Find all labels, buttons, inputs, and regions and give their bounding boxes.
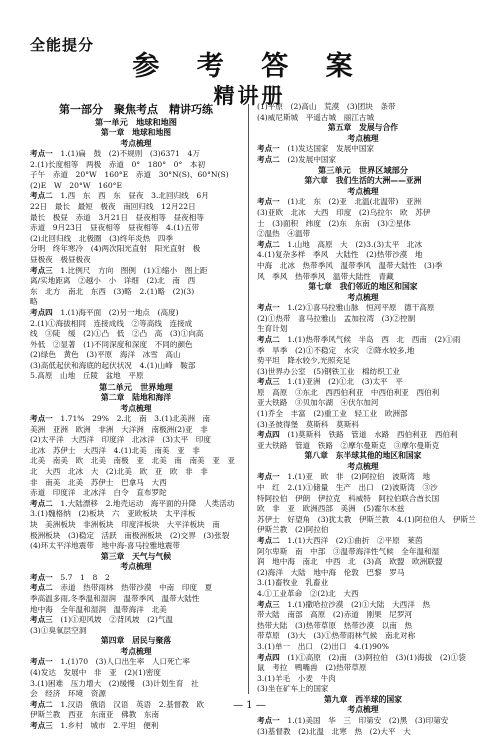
answer-text: 1.71% 29% 2.北 南 3.(1)北美洲 南	[60, 414, 210, 423]
answer-text: 1.(1)美国 华 三 印第安 (2)黑 (3)印第安	[287, 716, 448, 725]
answer-line	[257, 483, 469, 494]
answer-line	[30, 689, 242, 700]
answer-text: 1.乡村 城市 2.平坦 便利	[60, 721, 158, 730]
answer-text: 2.(1)长度相等 两极 赤道 0° 180° 0° 本初	[30, 160, 205, 169]
answer-text: 北美 南美 欧 北美 南极 亚 北美 南 南美 亚 亚	[30, 456, 235, 465]
answer-text: 生育计划	[257, 324, 287, 333]
answer-text: 5.高原 山地 丘陵 盆地 平原	[30, 371, 144, 380]
chapter-heading: 第四章 居民与聚落	[30, 636, 242, 647]
answer-line	[30, 478, 242, 489]
answer-line	[257, 229, 469, 240]
answer-text: 1.汉语 俄语 汉语 英语 2.基督教 欧	[60, 700, 204, 709]
answer-line	[257, 324, 469, 335]
answer-line	[257, 441, 469, 452]
answer-text: 极洲板块 (3)稳定 活跃 南极洲板块 (2)交界 (3)张裂	[30, 531, 229, 540]
answer-line	[30, 160, 242, 171]
answer-line	[257, 208, 469, 219]
answer-line	[257, 727, 469, 737]
answer-text: (2)太平洋 大西洋 印度洋 北冰洋 (3)太平 印度	[30, 435, 211, 444]
answer-line	[257, 102, 469, 113]
answer-text: 季 旱季 (2)①不稳定 水灾 ②降水较多,地	[257, 346, 414, 355]
answer-line	[257, 504, 469, 515]
answer-text: 带草原 (3)大 (3)①热带雨林气候 南北对称	[257, 631, 415, 640]
answer-line	[30, 710, 242, 721]
answer-text: 3.(1)困难 压力增大 (2)缓慢 (3)计划生育 社	[30, 679, 199, 688]
answer-text: 赤道 印度洋 北冰洋 白令 直布罗陀	[30, 488, 167, 497]
answer-line	[30, 531, 242, 542]
answer-text: 分明 终年寒冷 (4)两次阳光直射 阳光直射 极	[30, 244, 200, 253]
kaodian-label: 考点二	[30, 191, 53, 200]
answer-text: 略	[30, 297, 38, 306]
kaodian-label: 考点一	[30, 149, 53, 158]
answer-text: 3.(1)羊毛 小麦 牛肉	[257, 674, 336, 683]
unit-heading: 第二单元 世界地理	[30, 382, 242, 393]
left-column	[30, 102, 242, 692]
answer-line	[257, 525, 469, 536]
answer-text: 1.(1)大西洋 (2)①曲折 ②平原 莱茵	[287, 536, 422, 545]
answer-line	[30, 541, 242, 552]
answer-text: 1.(1)扁 鼓 (2)不规则 (3)6371 4万	[60, 149, 200, 158]
chapter-heading: 第二章 陆地和海洋	[30, 393, 242, 404]
kaodian-label: 考点四	[257, 430, 280, 439]
answer-text: 赤道 9月23日 昼夜相等 昼夜相等 4.(1)五带	[30, 223, 199, 232]
answer-text: (1)莫斯科 铁路 管道 水路 西伯利亚 西伯利	[287, 430, 457, 439]
chapter-heading: 第三章 天气与气候	[30, 552, 242, 563]
answer-text: 1.(1)亚 欧 非 (2)阿拉伯 波斯湾 地	[287, 472, 430, 481]
page-title: 参 考 答 案	[0, 44, 499, 83]
answer-line	[257, 642, 469, 653]
answer-line	[257, 335, 469, 346]
answer-line	[257, 578, 469, 589]
answer-line	[257, 219, 469, 230]
answer-line	[257, 610, 469, 621]
answer-line	[30, 149, 242, 160]
answer-line	[30, 679, 242, 690]
answer-text: 块 美洲板块 非洲板块 印度洋板块 大平洋板块 南	[30, 520, 220, 529]
answer-text: (3)世界办公室 (5)钢铁工业 棉纺织工业	[257, 367, 400, 376]
answer-text: (4)威尼斯城 平遥古城 丽江古城	[257, 113, 374, 122]
answer-line	[30, 297, 242, 308]
answer-line	[30, 425, 242, 436]
answer-text: 非 南美 北美 苏伊士 巴拿马 大西	[30, 478, 167, 487]
answer-line	[30, 244, 242, 255]
answer-text: (4)环太平洋地震带 地中海-喜马拉雅地震带	[30, 541, 180, 550]
answer-line	[257, 250, 469, 261]
answer-text: 地中海 全年温和湿润 温带海洋 北美	[30, 605, 167, 614]
answer-line	[30, 605, 242, 616]
answer-line	[257, 663, 469, 674]
answer-text: (1)①高原 (2)南 (3)阿拉伯 (3)(1)海拔 (2)①袋	[287, 653, 465, 662]
answer-text: 离/实地距离 ②越小 小 详细 (2)北 南 西	[30, 276, 195, 285]
answer-line	[257, 684, 469, 695]
answer-text: 季高温多雨,冬季温和湿润 温带季风 温带大陆性	[30, 594, 199, 603]
answer-text: 3.(1)魏格纳 (2)板块 六 亚欧板块 太平洋板	[30, 509, 195, 518]
section-heading: 考点梳理	[30, 562, 242, 573]
answer-text: 美洲 亚洲 欧洲 非洲 大洋洲 南极洲(2)亚 非	[30, 425, 208, 434]
kaodian-label: 考点三	[30, 266, 53, 275]
answer-text: (1)①迎风坡 ②背风坡 (2)气温	[60, 615, 173, 624]
answer-line	[30, 361, 242, 372]
answer-line	[30, 319, 242, 330]
answer-line	[30, 213, 242, 224]
answer-line	[257, 261, 469, 272]
answer-text: 4.①工业革命 ②(2)北 大西	[257, 589, 359, 598]
answer-line	[30, 721, 242, 732]
answer-line	[30, 202, 242, 213]
answer-text: 最长 极昼 赤道 3月21日 昼夜相等 昼夜相等	[30, 213, 204, 222]
answer-line	[30, 287, 242, 298]
answer-text: 润 地中海 南北 中西 北 (3)高 欧盟 欧洲联盟	[257, 557, 442, 566]
answer-text: (3)亚欧 北冰 大西 印度 (2)乌拉尔 欧 苏伊	[257, 208, 430, 217]
section-heading: 考点梳理	[257, 705, 469, 716]
answer-line	[257, 472, 469, 483]
kaodian-label: 考点二	[30, 700, 53, 709]
answer-text: 1.(1)海平面 (2)另一地点 (高度)	[60, 308, 178, 317]
answer-text: (3)高低起伏和海底的起伏状况 4.(1)山峰 鞍部	[30, 361, 195, 370]
answer-text: 特阿拉伯 伊朗 伊拉克 科威特 阿拉伯联合酋长国	[257, 494, 439, 503]
answer-line	[257, 113, 469, 124]
column-divider	[248, 104, 249, 694]
kaodian-label: 考点二	[257, 240, 280, 249]
answer-line	[257, 377, 469, 388]
answer-line	[30, 308, 242, 319]
answer-text: 线 ③陡 缓 (2)①凸 低 ②凸 高 (3)①向高	[30, 329, 203, 338]
answer-line	[257, 144, 469, 155]
answer-text: 3.(1)单一 出口 (2)出口 4.(1)90%	[257, 642, 389, 651]
answer-text: (2)E W 20°W 160°E	[30, 181, 122, 190]
answer-text: 势平坦 降水较少,光照充足	[257, 356, 351, 365]
answer-text: 阿尔卑斯 南 中部 ③温带海洋性气候 全年温和湿	[257, 547, 439, 556]
answer-text: 伊斯兰教 (2)阿拉伯	[257, 525, 329, 534]
answer-text: 22日 最长 最短 极夜 南回归线 12月22日	[30, 202, 196, 211]
answer-text: 4.(1)复杂多样 季风 大陆性 (2)热带沙漠 地	[257, 250, 422, 259]
answer-line	[30, 340, 242, 351]
answer-line	[257, 240, 469, 251]
answer-line	[30, 657, 242, 668]
kaodian-label: 考点一	[30, 573, 53, 582]
answer-text: 鼠 考拉 鸭嘴兽 (2)热带草原	[257, 663, 366, 672]
answer-line	[30, 276, 242, 287]
answer-line	[257, 409, 469, 420]
chapter-heading: 第七章 我们邻近的地区和国家	[257, 282, 469, 293]
answer-line	[30, 573, 242, 584]
answer-line	[257, 272, 469, 283]
answer-text: 1.(1)撒哈拉沙漠 (2)①大陆 大西洋 热	[287, 600, 430, 609]
answer-line	[257, 303, 469, 314]
answer-text: 外低 ②显著 (1)不同深度和深度 不同的颜色	[30, 340, 193, 349]
answer-line	[30, 520, 242, 531]
answer-text: 亚大铁路 ③贝加尔湖 ④伏尔加河	[257, 398, 379, 407]
answer-text: (3)圣彼得堡 莫斯科 莫斯科	[257, 420, 359, 429]
answer-text: (1)乔全 丰富 (2)重工业 轻工业 欧洲部	[257, 409, 408, 418]
kaodian-label: 考点一	[257, 303, 280, 312]
answer-text: ②温热 ④温带	[257, 229, 310, 238]
answer-text: 1.(1)热带季风气候 半岛 西 北 西南 (2)①雨	[287, 335, 460, 344]
answer-text: 会 经济 环境 资源	[30, 689, 106, 698]
answer-text: (3)①臭氧层空洞	[30, 626, 86, 635]
unit-heading: 第一单元 地球和地图	[30, 117, 242, 128]
kaodian-label: 考点三	[257, 377, 280, 386]
section-heading: 考点梳理	[257, 134, 469, 145]
answer-text: 北 大西 北冰 大 (2)北美 欧 亚 欧 非 非	[30, 467, 208, 476]
part-heading: 第一部分 聚焦考点 精讲巧练	[30, 102, 242, 117]
answer-text: 带大陆 南部 高原 (2)赤道 刚果 尼罗河	[257, 610, 412, 619]
answer-text: 中 红 2.(1)①储量 生产 出口 (2)波斯湾 ③沙	[257, 483, 438, 492]
chapter-heading: 第五章 发展与合作	[257, 123, 469, 134]
answer-text: 子午 赤道 20°W 160°E 赤道 30°N(S)、60°N(S)	[30, 170, 229, 179]
section-heading: 考点梳理	[30, 647, 242, 658]
answer-text: 3.(1)畜牧业 乳畜业	[257, 578, 328, 587]
answer-line	[257, 388, 469, 399]
answer-text: 欧 非 亚 欧洲西部 美洲 (5)霍尔木兹	[257, 504, 404, 513]
answer-line	[257, 155, 469, 166]
answer-line	[257, 314, 469, 325]
right-column	[257, 102, 469, 692]
answer-line	[30, 456, 242, 467]
answer-line	[257, 589, 469, 600]
answer-text: (1)北 东 (2)亚 北温(北温带) 亚洲	[287, 197, 421, 206]
section-heading: 考点梳理	[257, 462, 469, 473]
kaodian-label: 考点二	[257, 536, 280, 545]
answer-line	[257, 600, 469, 611]
answer-line	[30, 626, 242, 637]
answer-text: 亚大铁路 管道 铁路 ②摩尔曼斯克 ③摩尔曼斯克	[257, 441, 439, 450]
answer-line	[30, 234, 242, 245]
answer-text: (1)发达国家 发展中国家	[287, 144, 374, 153]
chapter-heading: 第九章 西半球的国家	[257, 695, 469, 706]
kaodian-label: 考点四	[30, 308, 53, 317]
answer-line	[257, 568, 469, 579]
chapter-heading: 第一章 地球和地图	[30, 128, 242, 139]
answer-line	[30, 467, 242, 478]
answer-text: 5.7 1 8 2	[60, 573, 109, 582]
kaodian-label: 考点一	[257, 472, 280, 481]
answer-text: (2)绿色 黄色 (3)平原 海洋 冰雪 高山	[30, 350, 181, 359]
answer-text: (2)海洋 大陆 地中海 伦敦 巴黎 罗马	[257, 568, 404, 577]
answer-line	[257, 631, 469, 642]
answer-text: 士 (3)面积 纬度 (2)东 东南 (3)②星体	[257, 219, 411, 228]
answer-text: (3)坐在矿车上的国家	[257, 684, 329, 693]
answer-line	[30, 583, 242, 594]
answer-text: (2)①热带 喜马拉雅山 孟加拉湾 (3)②控制	[257, 314, 415, 323]
answer-text: 1.(1)70 (3)人口出生率 人口死亡率	[60, 657, 190, 666]
page-number: — 1 —	[0, 700, 499, 711]
kaodian-label: 考点二	[30, 583, 53, 592]
kaodian-label: 考点二	[30, 499, 53, 508]
section-heading: 考点梳理	[30, 139, 242, 150]
answer-text: 伊斯兰教 西亚 东南亚 佛教 东南	[30, 710, 159, 719]
answer-text: 1.(1)亚洲 (2)①北 (3)太平 平	[287, 377, 402, 386]
answer-line	[30, 371, 242, 382]
answer-text: 1.(2)①喜马拉雅山脉 恒河平原 德干高原	[287, 303, 434, 312]
answer-line	[30, 223, 242, 234]
answer-text: 昼极夜 极昼极夜	[30, 255, 91, 264]
answer-line	[257, 515, 469, 526]
answer-line	[257, 494, 469, 505]
answer-text: 2.(1)①海拔相同 连接成线 ②等高线 连接成	[30, 319, 192, 328]
answer-line	[257, 547, 469, 558]
answer-text: (4)发达 发展中 非 亚 (2)(1)密度	[30, 668, 161, 677]
answer-line	[30, 181, 242, 192]
answer-text: 东 北方 南北 东西 (3)略 2.(1)略 (2)(3)	[30, 287, 194, 296]
kaodian-label: 考点二	[257, 335, 280, 344]
answer-text: 1.比例尺 方向 图例 (1)①缩小 图上距	[60, 266, 207, 275]
kaodian-label: 考点一	[257, 144, 280, 153]
chapter-heading: 第六章 我们生活的大洲——亚洲	[257, 176, 469, 187]
kaodian-label: 考点一	[257, 716, 280, 725]
answer-line	[30, 615, 242, 626]
answer-line	[257, 398, 469, 409]
section-heading: 考点梳理	[257, 187, 469, 198]
answer-line	[257, 367, 469, 378]
answer-line	[30, 435, 242, 446]
answer-line	[257, 716, 469, 727]
kaodian-label: 考点三	[257, 600, 280, 609]
answer-line	[257, 420, 469, 431]
answer-line	[30, 266, 242, 277]
kaodian-label: 考点二	[257, 155, 280, 164]
answer-line	[30, 446, 242, 457]
chapter-heading: 第八章 东半球其他的地区和国家	[257, 451, 469, 462]
kaodian-label: 考点一	[257, 197, 280, 206]
kaodian-label: 考点一	[30, 657, 53, 666]
answer-text: 1.大陆漂移 2.地壳运动 海平面的升降 人类活动	[60, 499, 234, 508]
answer-text: 风 季风 热带季风 温带大陆性 青藏	[257, 272, 394, 281]
answer-line	[257, 653, 469, 664]
answer-text: 原 高原 ③东北 西西伯利亚 中西伯利亚 西伯利	[257, 388, 439, 397]
unit-heading: 第三单元 世界区域部分	[257, 165, 469, 176]
page-subtitle: 精讲册	[0, 80, 499, 110]
answer-text: 热带大陆 (3)热带草原 热带沙漠 以南 热	[257, 621, 412, 630]
answer-text: 中海 北冰 热带季风 温带季风 温带大陆性 (3)季	[257, 261, 442, 270]
answer-line	[257, 536, 469, 547]
answer-text: (1)平原 (2)高山 荒漠 (3)团块 条带	[257, 102, 396, 111]
answer-text: (2)发展中国家	[287, 155, 336, 164]
answer-line	[30, 509, 242, 520]
kaodian-label: 考点三	[30, 721, 53, 730]
answer-text: (3)基督教 (2)北温 北寒 热 (2)大平 大	[257, 727, 411, 736]
answer-line	[30, 488, 242, 499]
answer-line	[30, 191, 242, 202]
answer-line	[257, 557, 469, 568]
answer-text: 赤道 热带雨林 热带沙漠 中南 印度 夏	[60, 583, 212, 592]
answer-text: 1.山地 高原 大 (2)3.(3)太平 北冰	[287, 240, 422, 249]
answer-text: 1.西 东 西 东 昼夜 3.北回归线 6月	[60, 191, 208, 200]
kaodian-label: 考点四	[257, 653, 280, 662]
answer-line	[30, 170, 242, 181]
section-heading: 考点梳理	[257, 293, 469, 304]
answer-line	[30, 350, 242, 361]
answer-text: (2)北回归线 北极圈 (3)终年炎热 四季	[30, 234, 173, 243]
kaodian-label: 考点一	[30, 414, 53, 423]
answer-text: 北冰 苏伊士 大西洋 4.(1)北美 南美 亚 非	[30, 446, 200, 455]
kaodian-label: 考点三	[30, 615, 53, 624]
answer-line	[30, 414, 242, 425]
answer-line	[30, 499, 242, 510]
answer-line	[257, 621, 469, 632]
answer-line	[30, 329, 242, 340]
section-heading: 考点梳理	[30, 404, 242, 415]
answer-line	[30, 594, 242, 605]
answer-line	[30, 255, 242, 266]
answer-text: 苏伊士 好望角 (3)犹太教 伊斯兰教 4.(1)阿拉伯人 伊斯兰	[257, 515, 476, 524]
answer-line	[257, 356, 469, 367]
brand-label: 全能提分	[30, 34, 94, 55]
answer-line	[257, 674, 469, 685]
answer-line	[30, 668, 242, 679]
answer-line	[257, 197, 469, 208]
answer-line	[257, 430, 469, 441]
answer-line	[257, 346, 469, 357]
